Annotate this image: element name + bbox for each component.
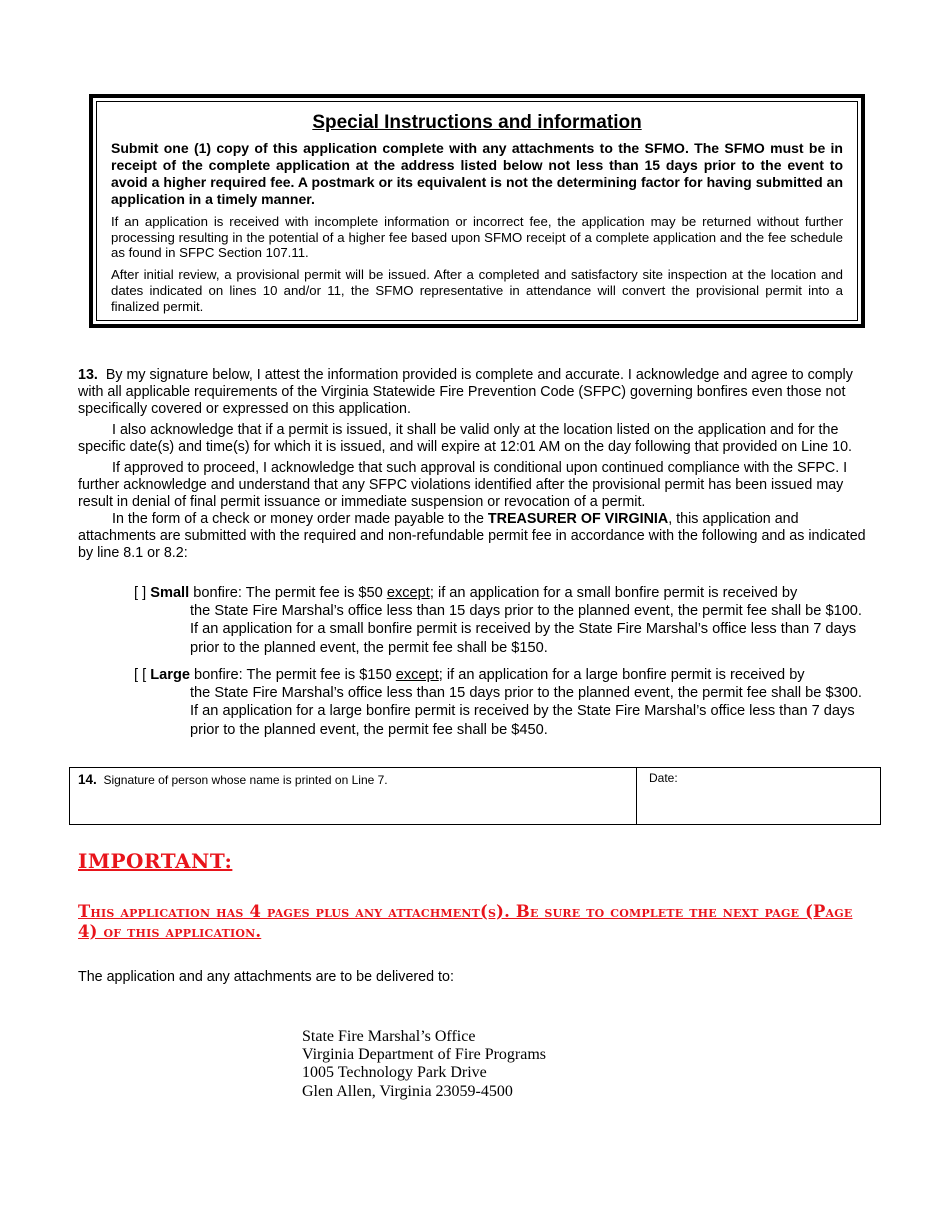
- large-bonfire-fee-item: [134, 666, 869, 739]
- small-label: Small: [150, 585, 190, 601]
- signature-number: 14.: [78, 772, 97, 787]
- small-except: except: [386, 585, 430, 601]
- delivery-intro: The application and any attachments are to be delivered to:: [78, 969, 454, 985]
- small-text-1: bonfire: The permit fee is $50: [189, 585, 387, 601]
- small-bonfire-checkbox[interactable]: [ ]: [134, 585, 147, 601]
- large-label: Large: [150, 667, 190, 683]
- small-text-2: ; if an application for a small bonfire permit is received by: [429, 585, 798, 601]
- small-bonfire-fee-item: [134, 584, 869, 657]
- attestation-paragraph-3: If approved to proceed, I acknowledge that such approval is conditional upon continued compliance with the SFPC. I further acknowledge and understand that any SFPC violations identified after the provisional permit has been issued may result in denial of final permit issuance or immediate suspension or revocation of a permit.: [78, 460, 848, 510]
- large-bonfire-checkbox[interactable]: [ [: [134, 667, 147, 683]
- attestation-section: [78, 367, 870, 562]
- date-label: Date:: [649, 771, 678, 785]
- signature-field[interactable]: [70, 768, 637, 824]
- large-fee-continuation: the State Fire Marshal’s office less than 15 days prior to the planned event, the permit fee shall be $300. If an application for a large bonfire permit is received by the State Fire Marshal’s office less than 7 days prior to the planned event, the permit fee shall be $450.: [190, 685, 862, 738]
- large-text-2: ; if an application for a large bonfire permit is received by: [438, 667, 805, 683]
- signature-label: Signature of person whose name is printed on Line 7.: [103, 773, 388, 787]
- special-instructions-box: [89, 94, 865, 328]
- address-line: Glen Allen, Virginia 23059-4500: [302, 1082, 513, 1100]
- signature-table: [69, 767, 881, 825]
- attestation-paragraph-2: I also acknowledge that if a permit is issued, it shall be valid only at the location listed on the application and for the specific date(s) and time(s) for which it is issued, and will expire at 12:01 AM on the day following that provided on Line 10.: [78, 422, 853, 455]
- address-line: Virginia Department of Fire Programs: [302, 1046, 547, 1064]
- large-text-1: bonfire: The permit fee is $150: [189, 667, 396, 683]
- attestation-p1-text: By my signature below, I attest the information provided is complete and accurate. I acknowledge and agree to comply with all applicable requirements of the Virginia Statewide Fire Prevention Code (SFPC) governing bonfires even those not specifically covered or expressed on this application.: [78, 367, 853, 417]
- instructions-bold-paragraph: Submit one (1) copy of this application complete with any attachments to the SFMO. The SFMO must be in receipt of the complete application at the address listed below not less than 15 days prior to the event to avoid a higher required fee. A postmark or its equivalent is not the determining factor for having submitted an application in a timely manner.: [111, 140, 843, 207]
- treasurer-of-virginia: TREASURER OF VIRGINIA: [487, 511, 669, 527]
- address-line: State Fire Marshal’s Office: [302, 1028, 476, 1045]
- large-except: except: [395, 667, 439, 683]
- important-notice: This application has 4 pages plus any attachment(s). Be sure to complete the next page (Page 4) of this application.: [78, 902, 853, 941]
- attestation-number: 13.: [78, 367, 98, 383]
- small-fee-lead: [134, 584, 869, 602]
- date-field[interactable]: [637, 768, 880, 830]
- special-instructions-inner: [96, 101, 858, 321]
- instructions-paragraph-2: If an application is received with incomplete information or incorrect fee, the application may be returned without further processing resulting in the potential of a higher fee based upon SFMO receipt of a complete application and the fee schedule as found in SFPC Section 107.11.: [111, 214, 843, 261]
- attestation-p4-after: , this application and attachments are submitted with the required and non-refundable permit fee in accordance with the following and as indicated by line 8.1 or 8.2:: [78, 511, 866, 561]
- delivery-address: [302, 1028, 546, 1101]
- address-line: 1005 Technology Park Drive: [302, 1064, 487, 1082]
- instructions-title: Special Instructions and information: [312, 112, 642, 133]
- small-fee-continuation: the State Fire Marshal’s office less than 15 days prior to the planned event, the permit fee shall be $100. If an application for a small bonfire permit is received by the State Fire Marshal’s office less than 7 days prior to the planned event, the permit fee shall be $150.: [190, 603, 862, 656]
- attestation-p4-before: In the form of a check or money order made payable to the: [112, 511, 488, 527]
- instructions-paragraph-3: After initial review, a provisional permit will be issued. After a completed and satisfactory site inspection at the location and dates indicated on lines 10 and/or 11, the SFMO representative in attendance will convert the provisional permit into a finalized permit.: [111, 267, 843, 314]
- large-fee-lead: [134, 666, 869, 684]
- attestation-paragraph-1: [78, 367, 870, 418]
- attestation-paragraph-4: [78, 511, 870, 562]
- important-heading: IMPORTANT:: [78, 849, 233, 873]
